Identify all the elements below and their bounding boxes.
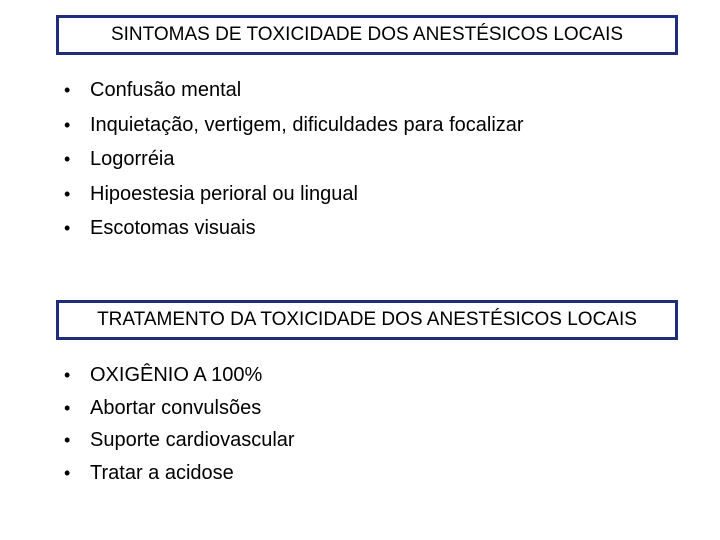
list-item-text: Confusão mental — [90, 79, 242, 101]
bullet-icon: • — [64, 462, 71, 483]
bullet-icon: • — [64, 430, 71, 450]
symptoms-heading: SINTOMAS DE TOXICIDADE DOS ANESTÉSICOS LOCAIS — [110, 24, 624, 45]
symptoms-heading-box — [56, 15, 678, 55]
list-item-text: Escotomas visuais — [90, 217, 256, 239]
treatment-heading-box — [56, 300, 678, 340]
list-item-text: Tratar a acidose — [90, 461, 234, 484]
bullet-icon: • — [64, 218, 71, 238]
bullet-icon: • — [64, 365, 71, 385]
bullet-icon: • — [64, 80, 71, 100]
bullet-icon: • — [64, 149, 71, 169]
list-item-text: Abortar convulsões — [90, 396, 262, 419]
list-item-text: Hipoestesia perioral ou lingual — [90, 182, 358, 205]
list-item-text: Logorréia — [90, 148, 175, 170]
list-item-text: Inquietação, vertigem, dificuldades para focalizar — [90, 113, 524, 136]
treatment-heading: TRATAMENTO DA TOXICIDADE DOS ANESTÉSICOS LOCAIS — [97, 309, 637, 330]
list-item-text: OXIGÊNIO A 100% — [90, 364, 263, 386]
bullet-icon: • — [64, 397, 71, 418]
bullet-icon: • — [64, 183, 71, 204]
list-item-text: Suporte cardiovascular — [90, 429, 295, 451]
bullet-icon: • — [64, 114, 71, 135]
